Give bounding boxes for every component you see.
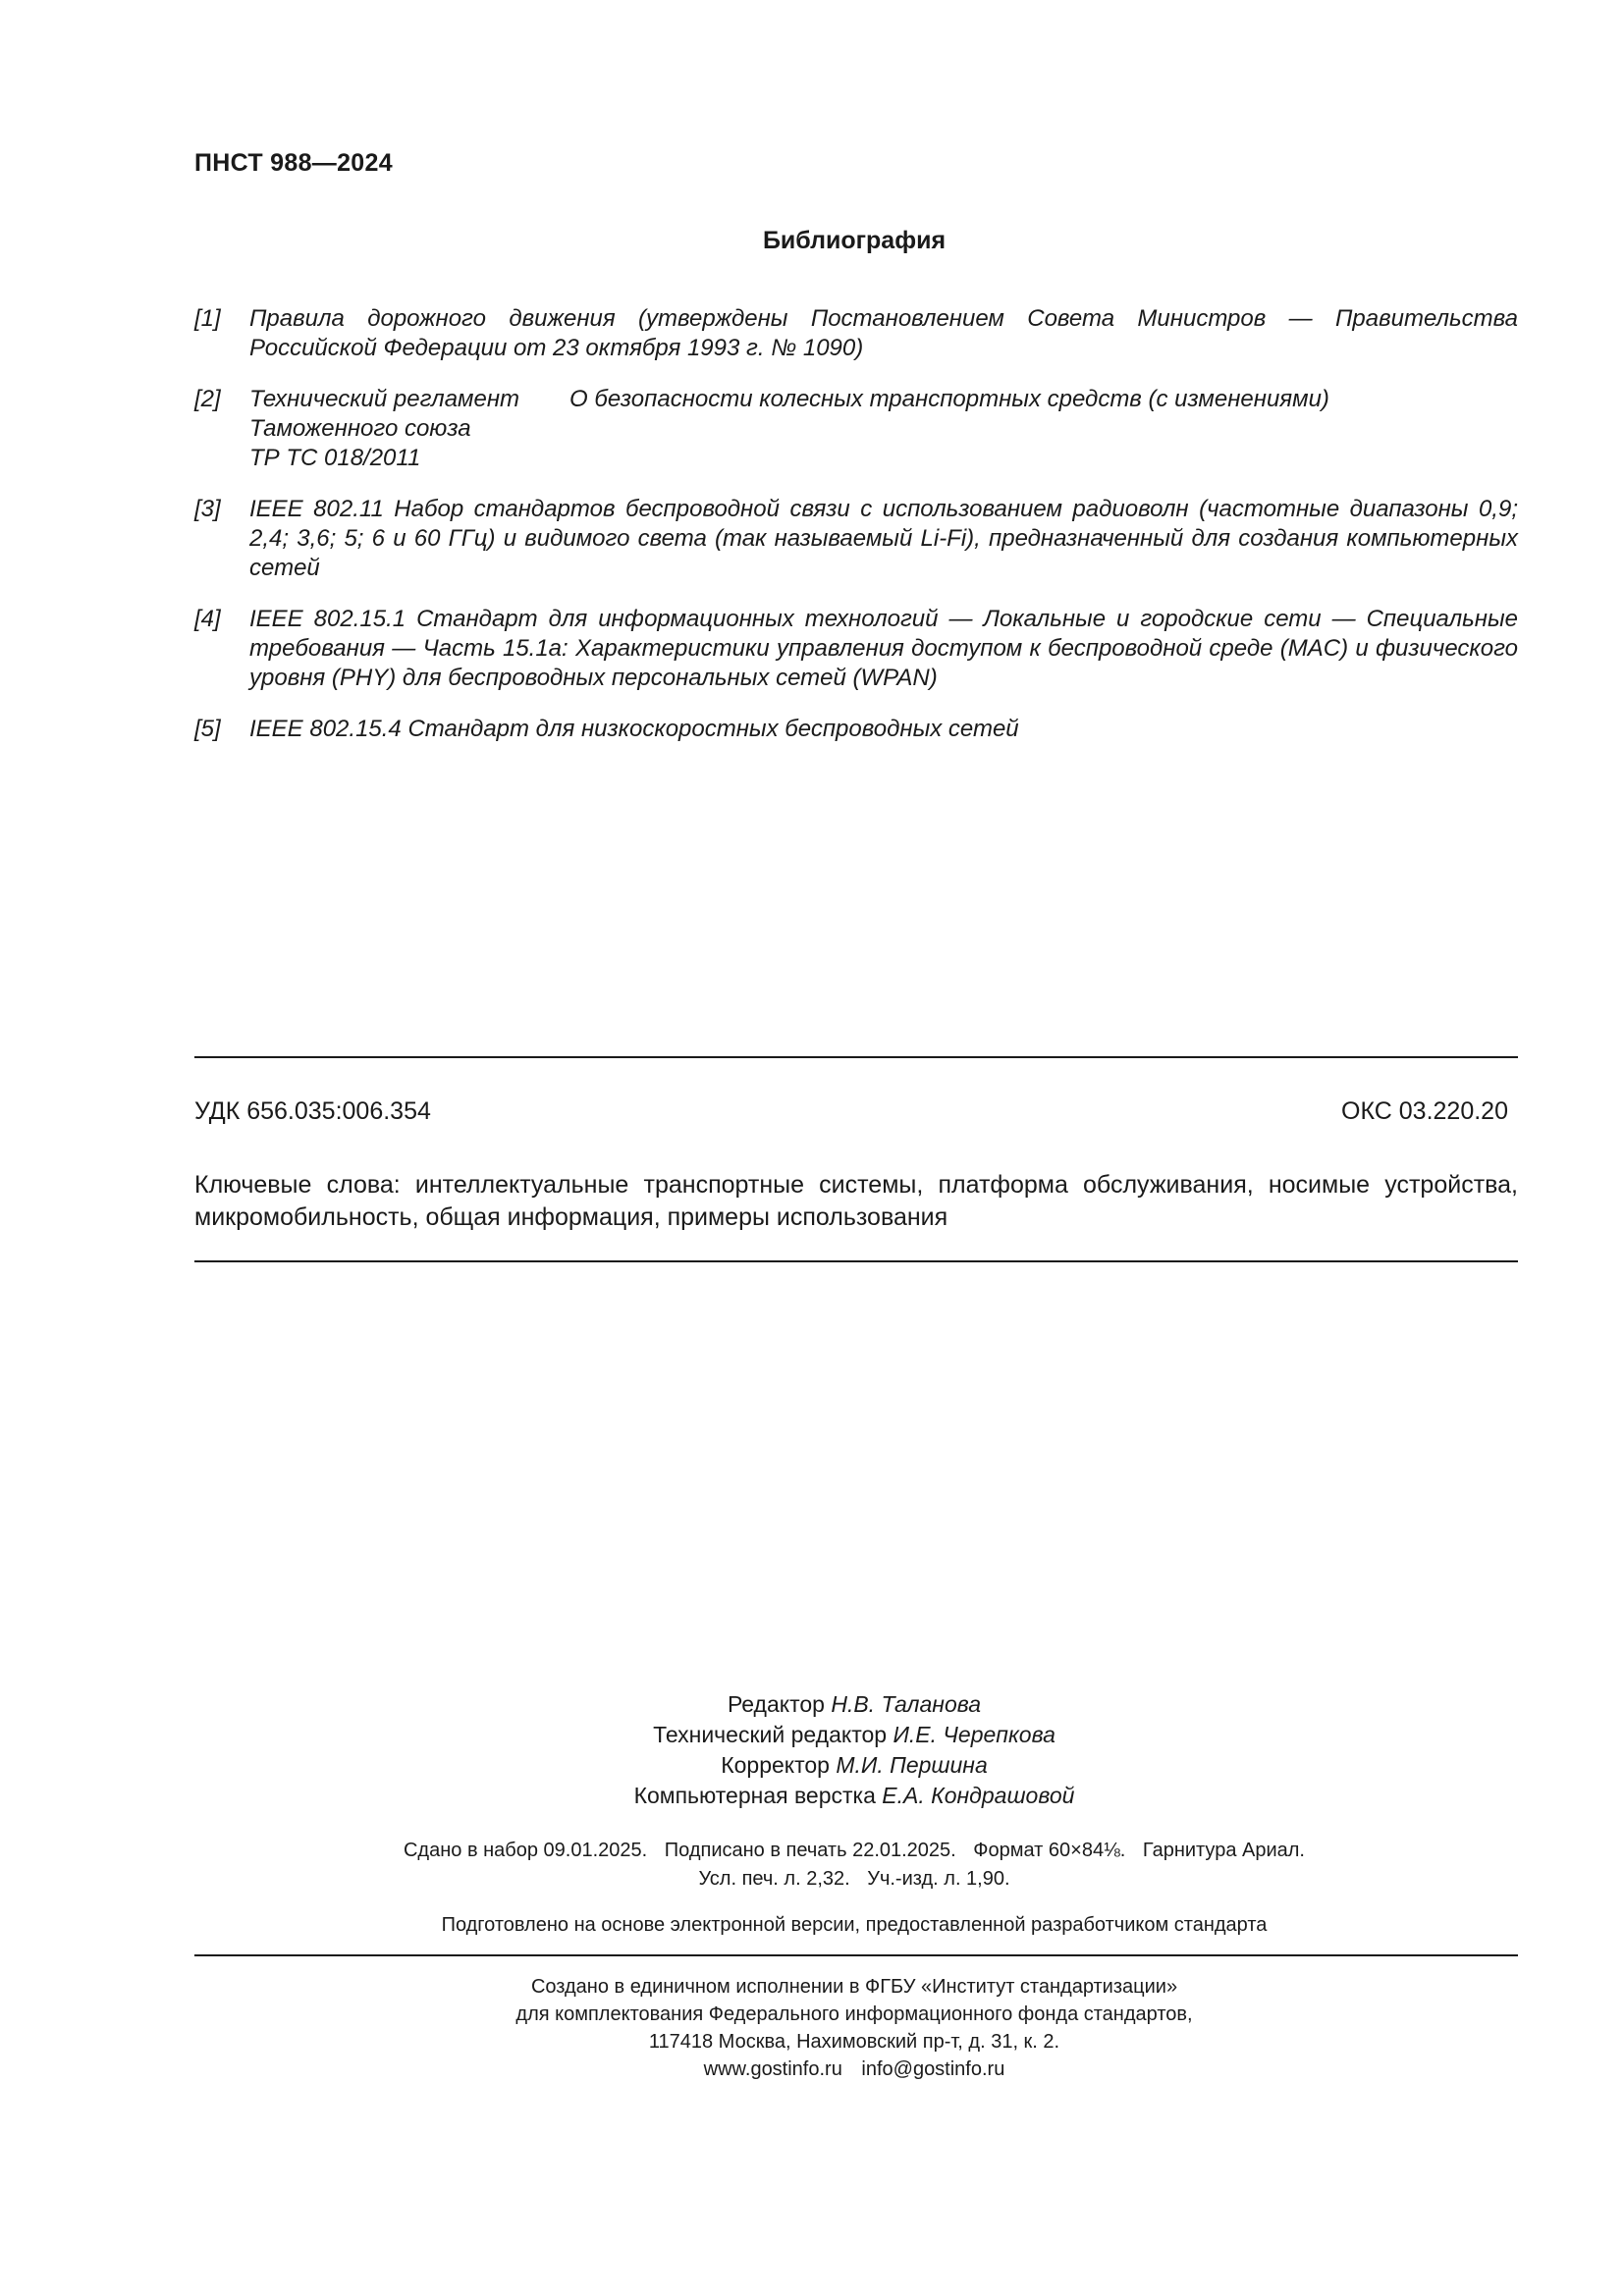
email-link[interactable]: info@gostinfo.ru [861,2058,1005,2080]
website-link[interactable]: www.gostinfo.ru [703,2058,842,2080]
bibliography-item-2 [194,385,1518,473]
credit-layout [0,1781,1624,1811]
keywords: Ключевые слова: интеллектуальные транспортные системы, платформа обслуживания, носимые устройства, микромобильность, общая информация, примеры использования [194,1171,1518,1231]
credit-proofreader [0,1750,1624,1781]
typeface: Гарнитура Ариал. [1142,1840,1305,1861]
bibliography-title: Библиография [762,227,947,254]
credit-role: Редактор [727,1691,825,1717]
regulation-designation-line: Технический регламент [249,386,520,412]
bibliography-item-5 [194,715,1518,744]
credit-technical-editor [0,1720,1624,1750]
signed-date: Подписано в печать 22.01.2025. [664,1840,956,1861]
regulation-designation-line: Таможенного союза [249,415,471,442]
divider-top [194,1056,1518,1058]
credit-role: Корректор [721,1752,830,1778]
document-code: ПНСТ 988—2024 [194,149,393,177]
credit-name: М.И. Першина [836,1752,988,1778]
bibliography-item-text: Правила дорожного движения (утверждены Постановлением Совета Министров — Правительства Российской Федерации от 23 октября 1993 г. № 1090) [249,305,1518,361]
credits-block [0,1689,1624,1811]
regulation-designation [249,385,569,473]
bibliography-item-text: IEEE 802.15.4 Стандарт для низкоскоростных беспроводных сетей [249,716,1019,742]
bibliography-item-number: [5] [194,716,221,742]
bibliography-item-regulation [249,385,1518,473]
bibliography-item-number: [1] [194,305,221,332]
credit-editor [0,1689,1624,1720]
credit-name: Н.В. Таланова [831,1691,982,1717]
bibliography-item-3 [194,495,1518,583]
bibliography-item-text: IEEE 802.11 Набор стандартов беспроводной связи с использованием радиоволн (частотные диапазоны 0,9; 2,4; 3,6; 5; 6 и 60 ГГц) и видимого света (так называемый Li-Fi), предназначенный для создания компьютерных сетей [249,496,1518,581]
credit-role: Технический редактор [653,1722,888,1747]
divider-middle [194,1260,1518,1262]
bibliography-item-text: IEEE 802.15.1 Стандарт для информационных технологий — Локальные и городские сети — Специальные требования — Часть 15.1а: Характеристики управления доступом к беспроводной среде (MAC) и физического уровня (PHY) для беспроводных персональных сетей (WPAN) [249,606,1518,691]
classification-row [194,1097,1508,1126]
oks-code: ОКС 03.220.20 [1341,1097,1508,1125]
print-info [0,1837,1624,1894]
bibliography-item-4 [194,605,1518,693]
bibliography-item-number: [4] [194,606,221,632]
publisher-sheets: Уч.-изд. л. 1,90. [867,1868,1010,1890]
footer-line: для комплектования Федерального информационного фонда стандартов, [515,2003,1193,2025]
bibliography-list [194,304,1518,766]
bibliography-item-number: [2] [194,386,221,412]
publisher-footer [0,1973,1624,2083]
credit-name: И.Е. Черепкова [893,1722,1056,1747]
footer-links [0,2056,1624,2083]
paper-format: Формат 60×84⅛. [973,1840,1126,1861]
bibliography-item-number: [3] [194,496,221,522]
print-info-line [0,1837,1624,1865]
udk-code: УДК 656.035:006.354 [194,1097,431,1125]
footer-line: 117418 Москва, Нахимовский пр-т, д. 31, к. 2. [648,2031,1060,2053]
print-info-line [0,1865,1624,1894]
credit-name: Е.А. Кондрашовой [882,1783,1075,1808]
prepared-note: Подготовлено на основе электронной версии, предоставленной разработчиком стандарта [441,1914,1268,1936]
submitted-date: Сдано в набор 09.01.2025. [403,1840,648,1861]
footer-line: Создано в единичном исполнении в ФГБУ «Институт стандартизации» [530,1976,1178,1998]
regulation-designation-line: ТР ТС 018/2011 [249,445,421,471]
bibliography-item-1 [194,304,1518,363]
credit-role: Компьютерная верстка [633,1783,876,1808]
divider-bottom [194,1954,1518,1956]
regulation-title: О безопасности колесных транспортных средств (с изменениями) [569,386,1329,412]
print-sheets: Усл. печ. л. 2,32. [698,1868,850,1890]
